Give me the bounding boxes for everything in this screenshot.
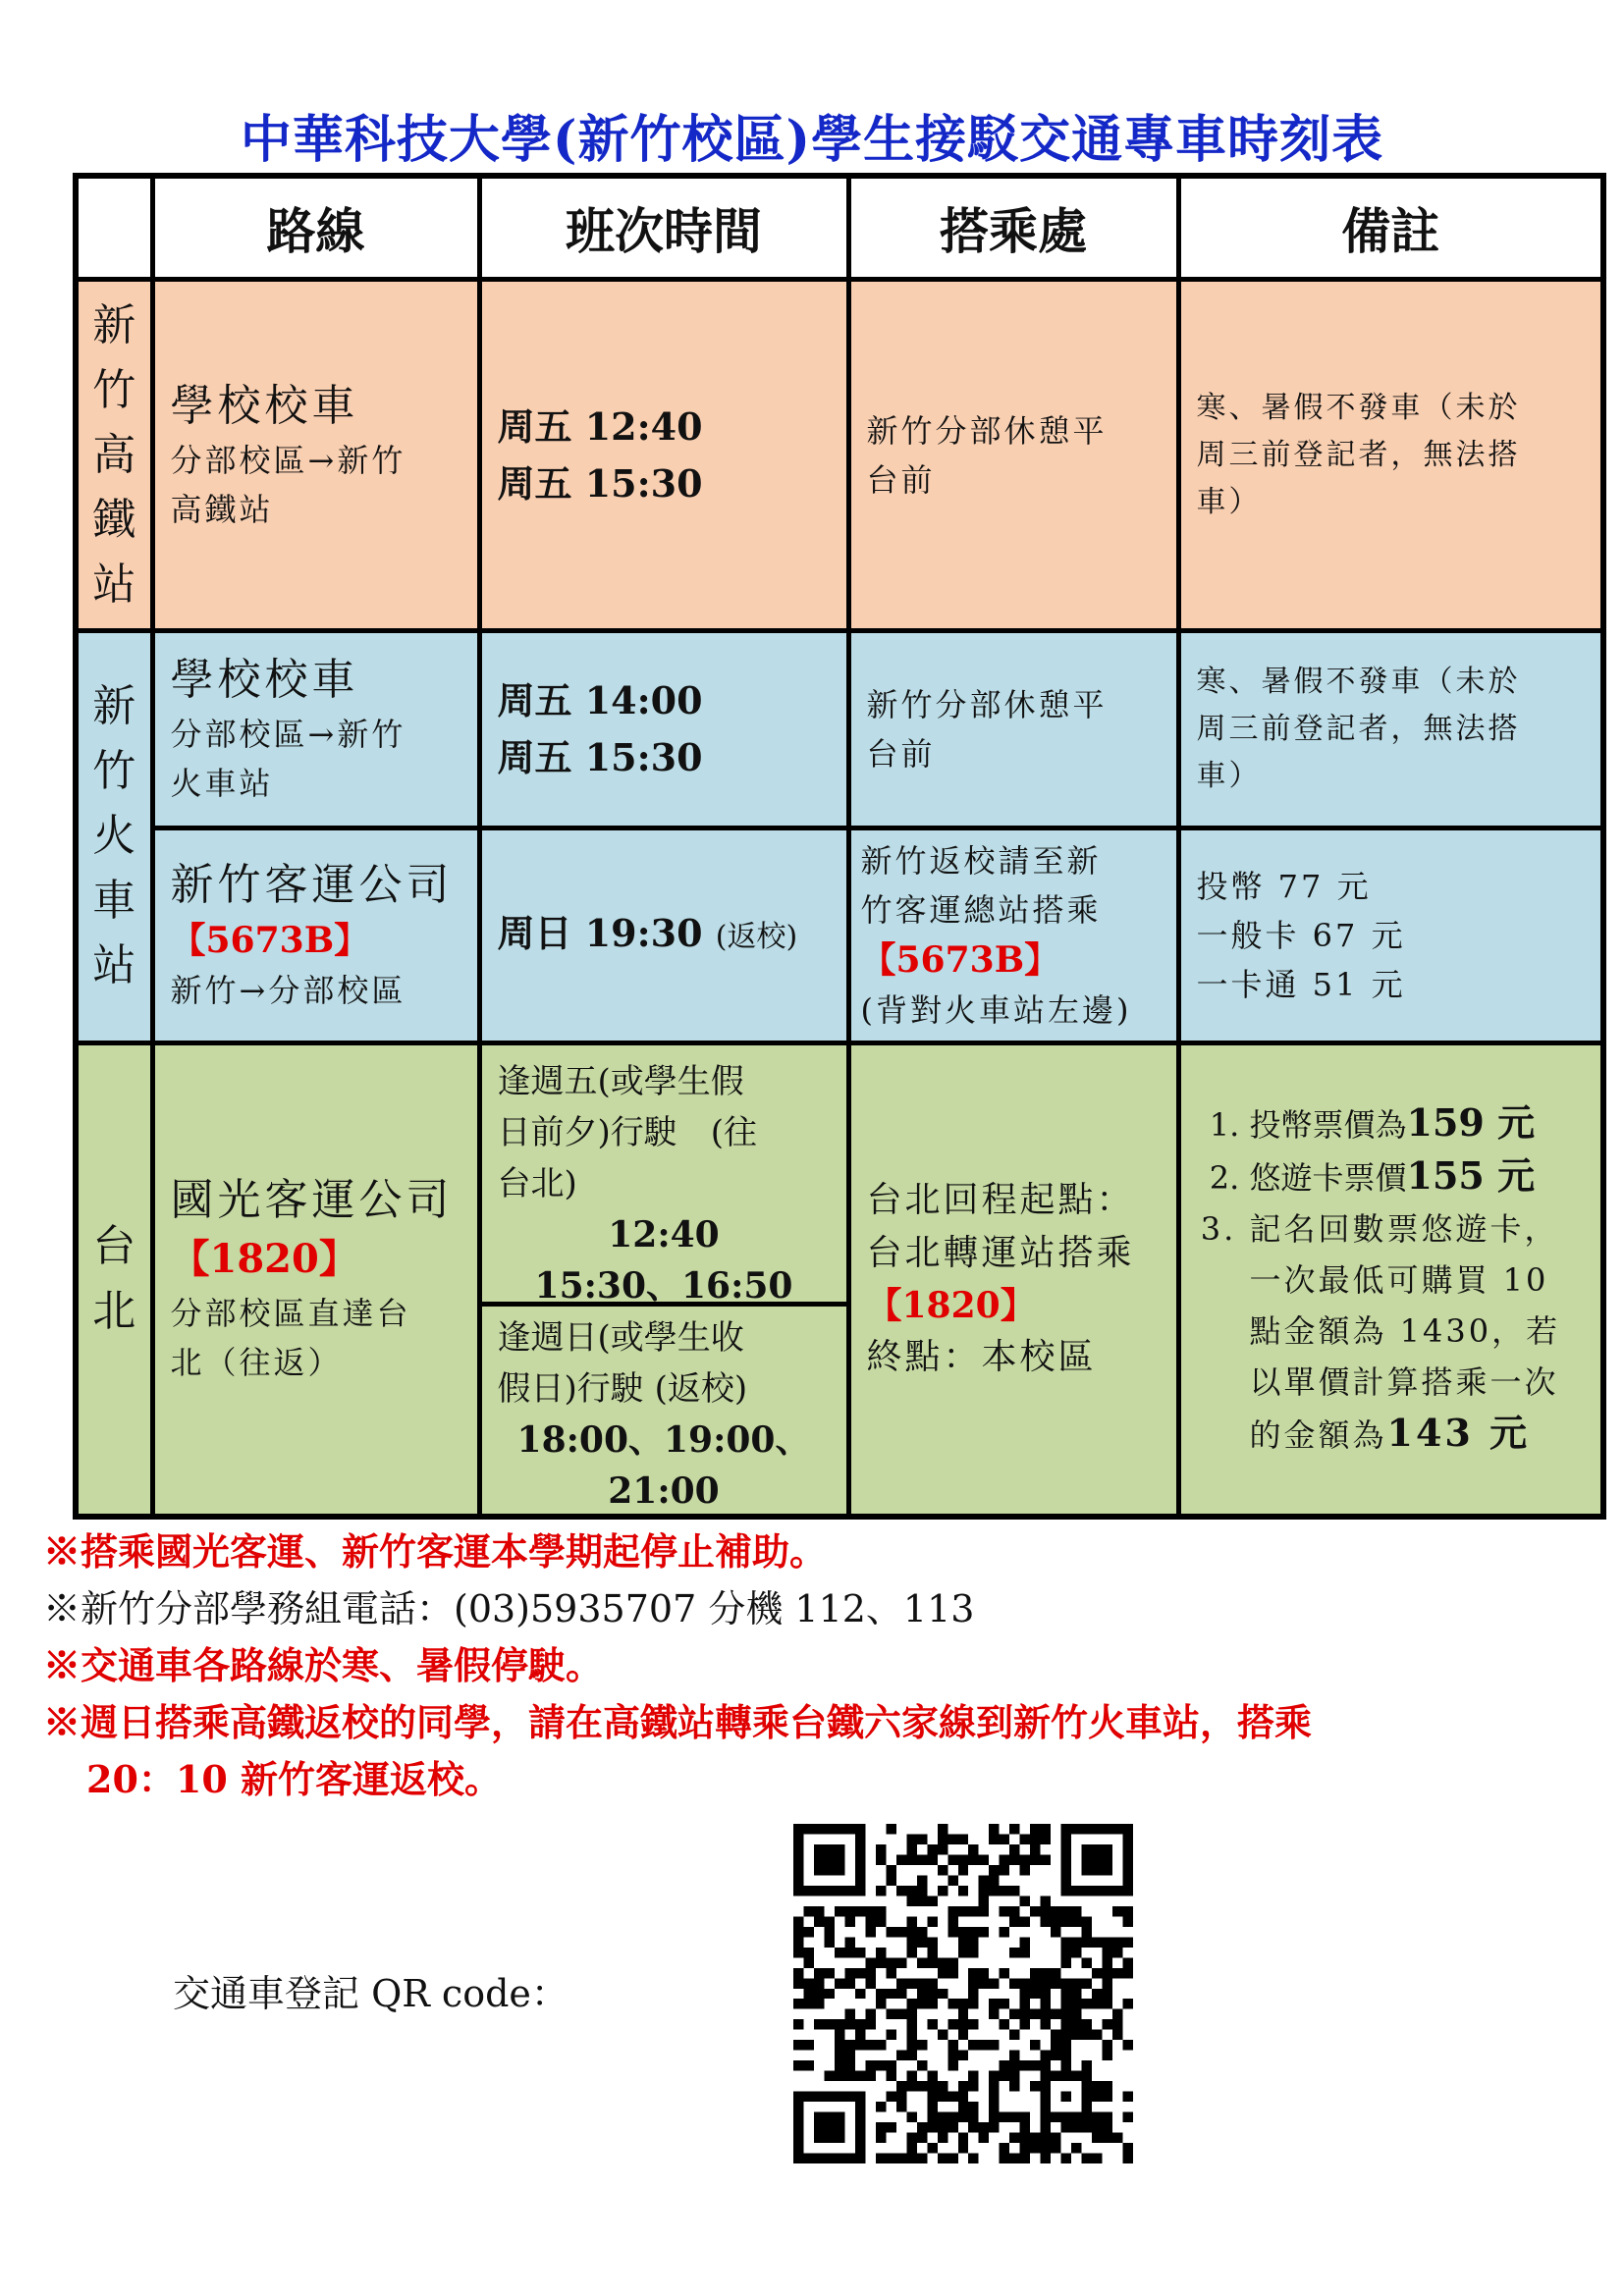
station-label-taipei: 台 北 <box>76 1042 152 1517</box>
return-schedule: 逢週日(或學生收 假日)行駛 (返校) 18:00、19:00、 21:00 <box>497 1317 811 1512</box>
bus-number: 【5673B】 <box>170 919 370 961</box>
route-sub: 分部校區→新竹 高鐵站 <box>170 441 406 528</box>
station-label-train: 新 竹 火 車 站 <box>76 631 152 1043</box>
station-label-hsr: 新 竹 高 鐵 站 <box>76 280 152 631</box>
note-cell: 寒、暑假不發車（未於 周三前登記者，無法搭 車） <box>1178 280 1603 631</box>
remark-4: ※週日搭乘高鐵返校的同學，請在高鐵站轉乘台鐵六家線到新竹火車站，搭乘 <box>43 1700 1313 1744</box>
qr-label: 交通車登記 QR code： <box>173 1972 568 2015</box>
qr-code[interactable] <box>793 1824 1133 2163</box>
remarks-list <box>43 1523 1595 1808</box>
remark-2: ※新竹分部學務組電話：(03)5935707 分機 112、113 <box>43 1587 975 1630</box>
table-row-train-hsinchu-bus <box>76 828 1603 1042</box>
header-route: 路線 <box>152 176 479 280</box>
boarding-cell: 新竹返校請至新 竹客運總站搭乘 【5673B】 (背對火車站左邊) <box>848 828 1178 1042</box>
route-cell: 國光客運公司 【1820】 分部校區直達台 北（往返） <box>152 1042 479 1517</box>
time-cell: 周日 19:30 (返校) <box>479 828 848 1042</box>
boarding-cell: 新竹分部休憩平 台前 <box>848 631 1178 828</box>
schedule-table <box>73 173 1606 1520</box>
remark-1: ※搭乘國光客運、新竹客運本學期起停止補助。 <box>43 1529 828 1574</box>
fare-item: 1. 投幣票價為159 元 <box>1250 1097 1586 1150</box>
note-cell: 寒、暑假不發車（未於 周三前登記者，無法搭 車） <box>1178 631 1603 828</box>
table-row-train-school <box>76 631 1603 828</box>
route-cell: 學校校車 分部校區→新竹 火車站 <box>152 631 479 828</box>
page-title: 中華科技大學(新竹校區)學生接駁交通專車時刻表 <box>240 110 1384 170</box>
route-name: 學校校車 <box>170 380 359 431</box>
outbound-schedule: 逢週五(或學生假 日前夕)行駛 (往 台北) 12:40 15:30、16:50 <box>482 1046 846 1307</box>
table-row-taipei <box>76 1042 1603 1517</box>
header-boarding: 搭乘處 <box>848 176 1178 280</box>
note-cell: 投幣 77 元 一般卡 67 元 一卡通 51 元 <box>1178 828 1603 1042</box>
route-cell <box>152 280 479 631</box>
header-notes: 備註 <box>1178 176 1603 280</box>
fare-item: 2. 悠遊卡票價155 元 <box>1250 1150 1586 1203</box>
route-cell: 新竹客運公司 【5673B】 新竹→分部校區 <box>152 828 479 1042</box>
remark-4-cont: 20：10 新竹客運返校。 <box>86 1757 502 1801</box>
time-cell: 周五 12:40 周五 15:30 <box>479 280 848 631</box>
boarding-cell: 新竹分部休憩平 台前 <box>848 280 1178 631</box>
header-blank <box>76 176 152 280</box>
boarding-cell: 台北回程起點： 台北轉運站搭乘 【1820】 終點：本校區 <box>848 1042 1178 1517</box>
table-row-hsr <box>76 280 1603 631</box>
time-cell: 周五 14:00 周五 15:30 <box>479 631 848 828</box>
note-cell <box>1178 1042 1603 1517</box>
fare-item: 3. 記名回數票悠遊卡，一次最低可購買 10 點金額為 1430，若以單價計算搭乘一次的金額為143 元 <box>1250 1203 1586 1461</box>
header-time: 班次時間 <box>479 176 848 280</box>
time-cell <box>479 1042 848 1517</box>
remark-3: ※交通車各路線於寒、暑假停駛。 <box>43 1643 604 1687</box>
table-header-row <box>76 176 1603 280</box>
